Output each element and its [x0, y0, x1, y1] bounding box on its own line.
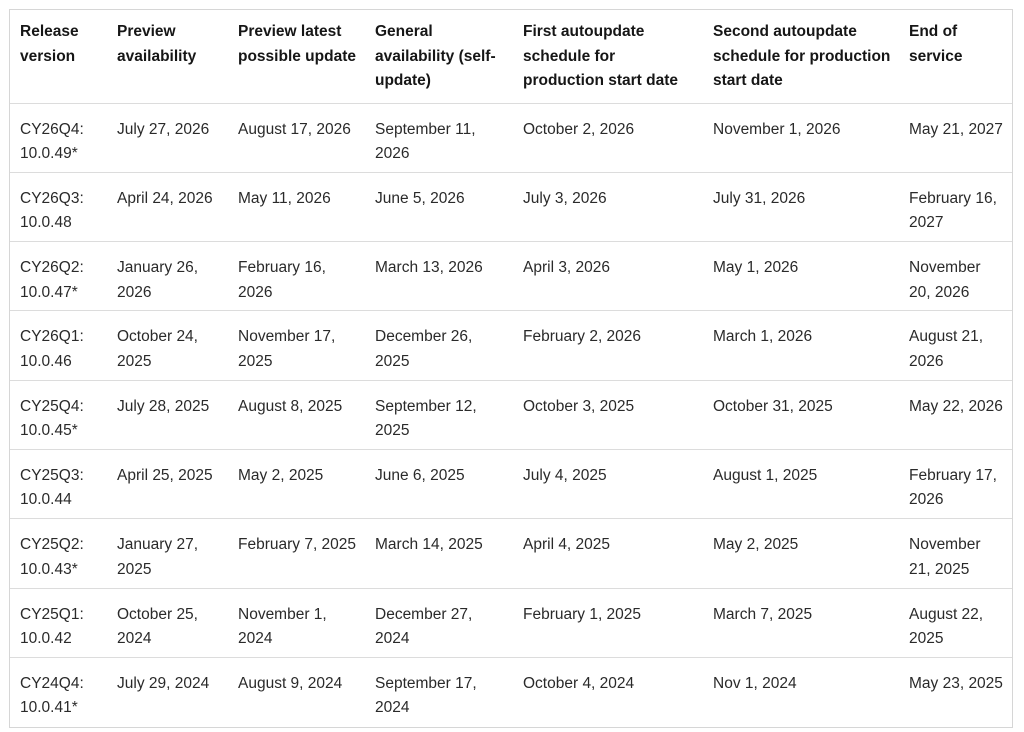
header-preview-availability: Preview availability: [117, 23, 197, 65]
end-of-service-cell: November 21, 2025: [899, 519, 1012, 588]
first-autoupdate-cell: February 1, 2025: [513, 588, 703, 657]
first-autoupdate-cell: October 2, 2026: [513, 103, 703, 172]
table-row: [10, 242, 1012, 311]
first-autoupdate-cell: October 3, 2025: [513, 380, 703, 449]
table-row: [10, 103, 1012, 172]
preview-latest-update-cell: August 8, 2025: [228, 380, 365, 449]
end-of-service-cell: November 20, 2026: [899, 242, 1012, 311]
second-autoupdate-cell: March 7, 2025: [703, 588, 899, 657]
preview-availability-cell: July 28, 2025: [107, 380, 228, 449]
release-version-cell: CY25Q3: 10.0.44: [10, 449, 107, 518]
first-autoupdate-cell: February 2, 2026: [513, 311, 703, 380]
preview-availability-cell: October 25, 2024: [107, 588, 228, 657]
preview-latest-update-cell: May 2, 2025: [228, 449, 365, 518]
table-row: [10, 657, 1012, 726]
release-schedule-table: [10, 10, 1012, 727]
table-row: [10, 172, 1012, 241]
second-autoupdate-cell: Nov 1, 2024: [703, 657, 899, 726]
release-schedule-table-container: [9, 9, 1013, 728]
general-availability-cell: September 11, 2026: [365, 103, 513, 172]
release-version-cell: CY25Q1: 10.0.42: [10, 588, 107, 657]
header-general-availability: General availability (self-update): [375, 23, 496, 89]
preview-latest-update-cell: February 16, 2026: [228, 242, 365, 311]
header-first-autoupdate: First autoupdate schedule for production start date: [523, 23, 679, 89]
preview-availability-cell: January 27, 2025: [107, 519, 228, 588]
first-autoupdate-cell: April 4, 2025: [513, 519, 703, 588]
release-version-cell: CY26Q3: 10.0.48: [10, 172, 107, 241]
end-of-service-cell: May 22, 2026: [899, 380, 1012, 449]
preview-latest-update-cell: May 11, 2026: [228, 172, 365, 241]
second-autoupdate-cell: November 1, 2026: [703, 103, 899, 172]
first-autoupdate-cell: July 4, 2025: [513, 449, 703, 518]
header-preview-latest-update: Preview latest possible update: [238, 23, 356, 65]
release-version-cell: CY26Q4: 10.0.49*: [10, 103, 107, 172]
general-availability-cell: September 12, 2025: [365, 380, 513, 449]
end-of-service-cell: August 21, 2026: [899, 311, 1012, 380]
preview-availability-cell: October 24, 2025: [107, 311, 228, 380]
release-version-cell: CY24Q4: 10.0.41*: [10, 657, 107, 726]
first-autoupdate-cell: October 4, 2024: [513, 657, 703, 726]
general-availability-cell: June 5, 2026: [365, 172, 513, 241]
preview-availability-cell: April 24, 2026: [107, 172, 228, 241]
general-availability-cell: December 26, 2025: [365, 311, 513, 380]
second-autoupdate-cell: March 1, 2026: [703, 311, 899, 380]
general-availability-cell: September 17, 2024: [365, 657, 513, 726]
end-of-service-cell: May 21, 2027: [899, 103, 1012, 172]
general-availability-cell: June 6, 2025: [365, 449, 513, 518]
preview-latest-update-cell: August 17, 2026: [228, 103, 365, 172]
second-autoupdate-cell: May 1, 2026: [703, 242, 899, 311]
release-version-cell: CY26Q1: 10.0.46: [10, 311, 107, 380]
second-autoupdate-cell: May 2, 2025: [703, 519, 899, 588]
header-end-of-service: End of service: [909, 23, 963, 65]
header-release-version: Release version: [20, 23, 79, 65]
table-row: [10, 380, 1012, 449]
preview-latest-update-cell: February 7, 2025: [228, 519, 365, 588]
end-of-service-cell: August 22, 2025: [899, 588, 1012, 657]
preview-latest-update-cell: November 17, 2025: [228, 311, 365, 380]
preview-availability-cell: July 27, 2026: [107, 103, 228, 172]
general-availability-cell: December 27, 2024: [365, 588, 513, 657]
second-autoupdate-cell: August 1, 2025: [703, 449, 899, 518]
end-of-service-cell: February 16, 2027: [899, 172, 1012, 241]
table-header-row: [10, 10, 1012, 103]
end-of-service-cell: May 23, 2025: [899, 657, 1012, 726]
end-of-service-cell: February 17, 2026: [899, 449, 1012, 518]
preview-latest-update-cell: August 9, 2024: [228, 657, 365, 726]
general-availability-cell: March 14, 2025: [365, 519, 513, 588]
preview-latest-update-cell: November 1, 2024: [228, 588, 365, 657]
table-row: [10, 311, 1012, 380]
release-version-cell: CY25Q2: 10.0.43*: [10, 519, 107, 588]
second-autoupdate-cell: July 31, 2026: [703, 172, 899, 241]
table-row: [10, 449, 1012, 518]
release-version-cell: CY26Q2: 10.0.47*: [10, 242, 107, 311]
second-autoupdate-cell: October 31, 2025: [703, 380, 899, 449]
preview-availability-cell: April 25, 2025: [107, 449, 228, 518]
preview-availability-cell: July 29, 2024: [107, 657, 228, 726]
table-row: [10, 588, 1012, 657]
table-body: [10, 103, 1012, 727]
first-autoupdate-cell: July 3, 2026: [513, 172, 703, 241]
header-second-autoupdate: Second autoupdate schedule for production start date: [713, 23, 891, 89]
table-row: [10, 519, 1012, 588]
preview-availability-cell: January 26, 2026: [107, 242, 228, 311]
release-version-cell: CY25Q4: 10.0.45*: [10, 380, 107, 449]
first-autoupdate-cell: April 3, 2026: [513, 242, 703, 311]
general-availability-cell: March 13, 2026: [365, 242, 513, 311]
